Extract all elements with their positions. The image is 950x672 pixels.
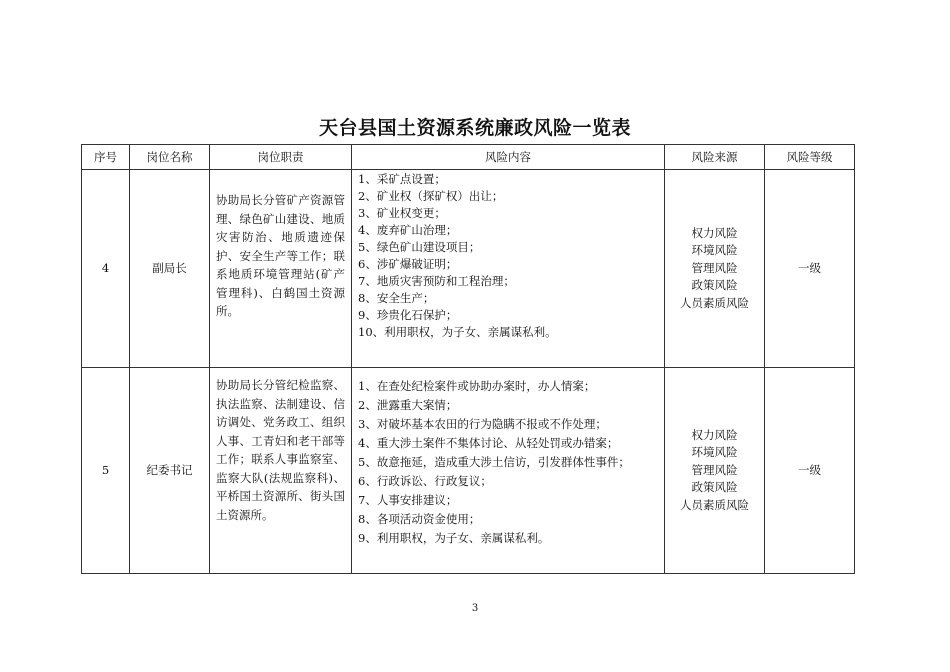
row-duty	[210, 368, 352, 574]
table-row	[82, 368, 855, 574]
risk-item: 8、各项活动资金使用；	[358, 512, 481, 526]
table-row	[82, 170, 855, 368]
risk-item: 10、利用职权，为子女、亲属谋私利。	[358, 325, 557, 339]
row-risks	[352, 170, 665, 368]
risk-item: 4、重大涉土案件不集体讨论、从轻处罚或办错案；	[358, 436, 619, 450]
risk-item: 6、涉矿爆破证明；	[358, 257, 458, 271]
risk-item: 8、安全生产；	[358, 291, 435, 305]
header-sources: 风险来源	[665, 145, 765, 170]
table-header-row	[82, 145, 855, 170]
risk-item: 3、矿业权变更；	[358, 206, 446, 220]
risk-item: 5、绿色矿山建设项目；	[358, 240, 481, 254]
risk-item: 1、在查处纪检案件或协助办案时，办人情案；	[358, 379, 596, 393]
risk-item: 7、地质灾害预防和工程治理；	[358, 274, 515, 288]
risk-item: 6、行政诉讼、行政复议；	[358, 474, 492, 488]
header-no: 序号	[82, 145, 130, 170]
source-item: 人员素质风险	[680, 497, 749, 512]
document-title: 天台县国土资源系统廉政风险一览表	[318, 117, 631, 139]
source-item: 环境风险	[691, 445, 738, 460]
risk-item: 1、采矿点设置；	[358, 172, 446, 186]
risk-item: 5、故意拖延，造成重大涉土信访，引发群体性事件；	[358, 455, 630, 469]
row-sources	[665, 170, 765, 368]
source-item: 人员素质风险	[680, 295, 749, 310]
risk-item: 2、泄露重大案情；	[358, 398, 458, 412]
source-item: 权力风险	[691, 225, 738, 240]
source-item: 管理风险	[691, 260, 738, 275]
row-no: 5	[82, 368, 130, 574]
page-number: 3	[471, 603, 479, 614]
source-item: 政策风险	[691, 278, 738, 293]
row-post: 副局长	[130, 170, 210, 368]
header-risks: 风险内容	[352, 145, 665, 170]
row-sources	[665, 368, 765, 574]
risk-item: 7、人事安排建议；	[358, 493, 458, 507]
row-post: 纪委书记	[130, 368, 210, 574]
header-post: 岗位名称	[130, 145, 210, 170]
row-level: 一级	[765, 368, 855, 574]
risk-table	[81, 144, 855, 574]
risk-item: 9、珍贵化石保护；	[358, 308, 458, 322]
header-level: 风险等级	[765, 145, 855, 170]
risk-item: 3、对破坏基本农田的行为隐瞒不报或不作处理；	[358, 417, 607, 431]
header-duty: 岗位职责	[210, 145, 352, 170]
row-level: 一级	[765, 170, 855, 368]
risk-item: 9、利用职权，为子女、亲属谋私利。	[358, 531, 550, 545]
duty-text: 协助局长分管纪检监察、执法监察、法制建设、信访调处、党务政工、组织人事、工青妇和老干部等工作；联系人事监察室、监察大队(法规监察科)、平桥国土资源所、街头国土资源所。	[216, 378, 345, 522]
row-duty	[210, 170, 352, 368]
risk-item: 2、矿业权（探矿权）出让；	[358, 189, 504, 203]
row-risks	[352, 368, 665, 574]
risk-item: 4、废弃矿山治理；	[358, 223, 458, 237]
row-no: 4	[82, 170, 130, 368]
source-item: 管理风险	[691, 462, 738, 477]
source-item: 环境风险	[691, 243, 738, 258]
duty-text: 协助局长分管矿产资源管理、绿色矿山建设、地质灾害防治、地质遗迹保护、安全生产等工作；联系地质环境管理站(矿产管理科)、白鹤国土资源所。	[216, 193, 345, 318]
source-item: 政策风险	[691, 480, 738, 495]
source-item: 权力风险	[691, 427, 738, 442]
